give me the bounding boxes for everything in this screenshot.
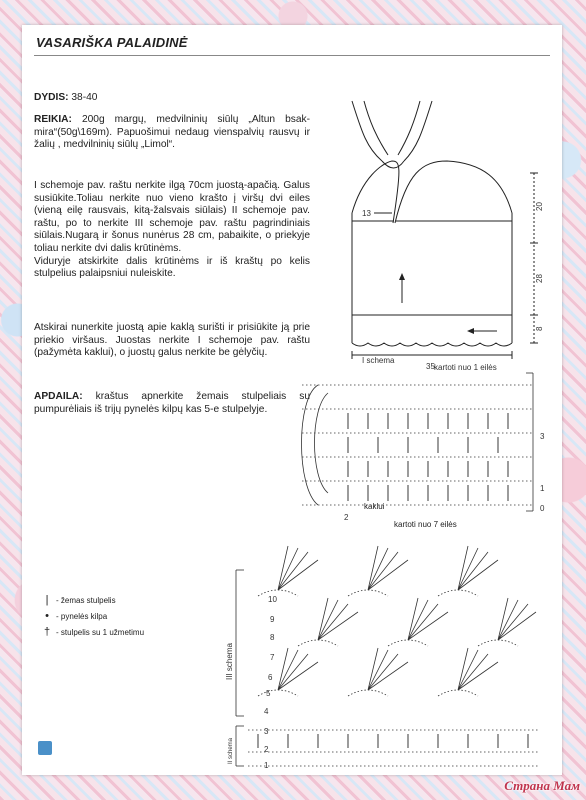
- finishing-paragraph: [34, 391, 310, 416]
- schema-3-repeat-label: kartoti nuo 7 eilės: [394, 520, 457, 529]
- schema-3-row-1: 1: [264, 761, 269, 770]
- magazine-page: [22, 25, 562, 775]
- base-stitches: [258, 734, 528, 748]
- schema-3-row-6: 6: [268, 673, 273, 682]
- schema-2-title: II schema: [228, 737, 234, 764]
- legend-item-chain-stitch: [38, 608, 144, 624]
- magazine-logo-icon: [38, 741, 52, 755]
- dimension-28: 28: [535, 274, 544, 283]
- schema-1-row-3: 3: [540, 432, 545, 441]
- instructions-paragraph-2: Atskirai nunerkite juostą apie kaklą surišti ir prisiūkite ją prie priekio viršaus. Juostas nerkite I schemoje pav. raštu (pažymėta kaklui), o juostų galus nerkite be gėlyčių.: [34, 322, 310, 359]
- fan-pattern-row-2: [318, 598, 536, 640]
- page-title: VASARIŠKA PALAIDINĖ: [36, 35, 188, 50]
- size-line: [34, 92, 310, 105]
- fan-pattern-row-3: [278, 648, 498, 690]
- schema-3-row-2: 2: [264, 745, 269, 754]
- schema-1-row-2: 2: [344, 513, 349, 522]
- stitch-column-row-c: [348, 485, 508, 501]
- legend-item-double-crochet: [38, 624, 144, 640]
- schema-1-row-1: 1: [540, 484, 545, 493]
- materials-label: REIKIA:: [34, 114, 72, 125]
- schema-3-row-4: 4: [264, 707, 269, 716]
- legend-symbol: †: [43, 625, 51, 638]
- symbol-legend: [38, 592, 144, 640]
- neck-label: kaklui: [364, 502, 385, 511]
- stitch-column-row-d: [348, 437, 498, 453]
- materials-paragraph: [34, 114, 310, 152]
- legend-symbol: •: [45, 609, 49, 622]
- schema-1-chart: [288, 353, 558, 523]
- garment-schematic: [322, 93, 552, 383]
- fan-pattern-row-1: [278, 546, 498, 590]
- site-watermark: Страна Мам: [504, 778, 580, 793]
- schema-1-repeat-label: kartoti nuo 1 eilės: [434, 363, 497, 372]
- schema-3-chart: [218, 530, 554, 770]
- schema-3-row-3: 3: [264, 727, 269, 736]
- legend-item-single-crochet: [38, 592, 144, 608]
- materials-value: 200g margų, medvilninių siūlų „Altun bsak-mira“(50g\169m). Papuošimui nedaug vienspalvių rausvų ir žalių , medvilninių siūlų „Limol“.: [34, 114, 310, 151]
- right-strap-line: [404, 101, 432, 161]
- title-divider: [34, 55, 550, 56]
- schema-1-title: I schema: [362, 356, 395, 365]
- dimension-13: 13: [362, 209, 371, 218]
- dimension-35: 35: [426, 362, 435, 371]
- size-label: DYDIS:: [34, 92, 69, 103]
- schema-3-row-9: 9: [270, 615, 275, 624]
- legend-label: - stulpelis su 1 užmetimu: [56, 627, 145, 637]
- schema-3-row-10: 10: [268, 595, 277, 604]
- schema-3-title: III schema: [225, 643, 234, 680]
- schema-1-row-0: 0: [540, 504, 545, 513]
- stitch-column-row-b: [348, 461, 508, 477]
- size-value: 38-40: [68, 92, 98, 103]
- legend-label: - pynelės kilpa: [56, 611, 108, 621]
- schema-3-row-7: 7: [270, 653, 275, 662]
- schema-3-row-5: 5: [266, 689, 271, 698]
- legend-symbol: |: [45, 593, 49, 606]
- dimension-20: 20: [535, 202, 544, 211]
- legend-label: - žemas stulpelis: [56, 595, 116, 605]
- stitch-column-row-a: [348, 413, 508, 429]
- instructions-text-1b: Viduryje atskirkite dalis krūtinėms ir iš kraštų po kelis stulpelius palaipsniui nuleiskite.: [34, 255, 310, 280]
- dimension-8: 8: [535, 326, 544, 331]
- finishing-value: kraštus apnerkite žemais stulpeliais su pumpurėliais iš trijų pynelės kilpų kas 5-e stulpelyje.: [34, 391, 310, 415]
- schema-3-row-8: 8: [270, 633, 275, 642]
- instructions-paragraph-1: [34, 180, 310, 281]
- instructions-text-1: I schemoje pav. raštu nerkite ilgą 70cm juostą-apačią. Galus susiūkite.Toliau nerkite nuo vieno krašto į viršų dvi eiles (vieną eilę rausvais, kitą-žalsvais siūlais) II schemoje pav. raštu, po to nerkite III schemoje pav. raštu pagrindiniais siūlais.Nugarą ir šonus nunėrus 28 cm, pabaikite, o priekyje toliau nerkite dvi dalis krūtinėms.: [34, 180, 310, 254]
- finishing-label: APDAILA:: [34, 391, 83, 402]
